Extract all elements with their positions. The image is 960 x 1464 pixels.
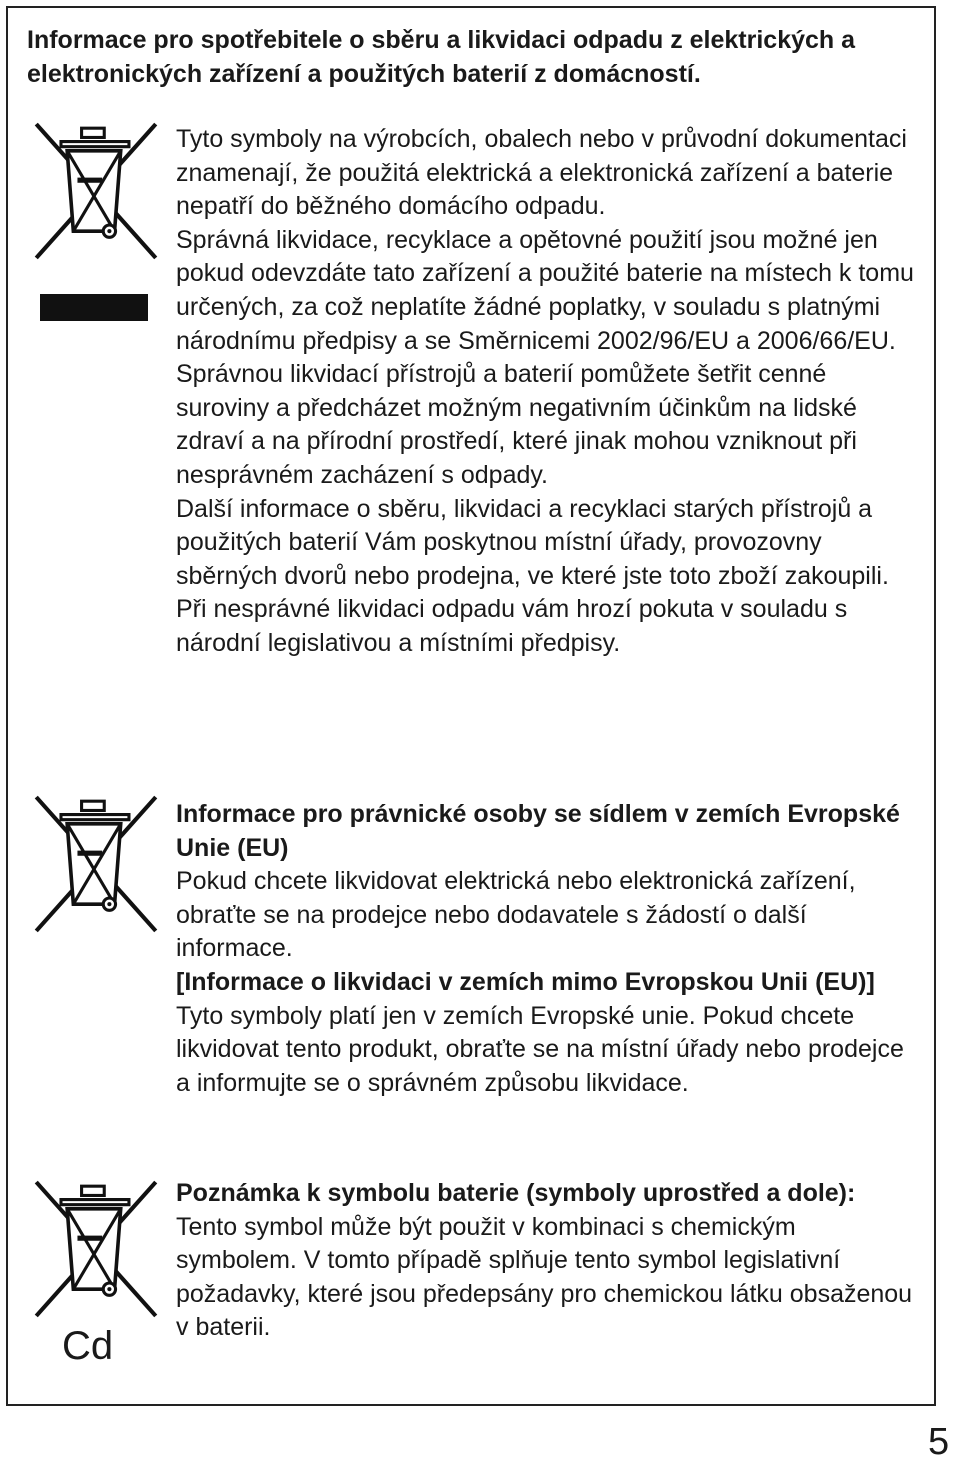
paragraph: Při nesprávné likvidaci odpadu vám hrozí pokuta v souladu s národní legislativou a místními předpisy.: [176, 595, 848, 657]
paragraph: Pokud chcete likvidovat elektrická nebo elektronická zařízení, obraťte se na prodejce nebo dodavatele s žádostí o další informace.: [176, 867, 856, 963]
paragraph: Správnou likvidací přístrojů a baterií pomůžete šetřit cenné suroviny a předcházet možným negativním účinkům na lidské zdraví a na přírodní prostředí, které jinak mohou vzniknout při nesprávném zacházení s odpady.: [176, 360, 857, 489]
crossed-bin-icon: [34, 1180, 158, 1318]
section-consumer-info: [176, 123, 921, 661]
document-heading: Informace pro spotřebitele o sběru a likvidaci odpadu z elektrických a elektronických zařízení a použitých baterií z domácností.: [27, 26, 856, 88]
paragraph: Správná likvidace, recyklace a opětovné použití jsou možné jen pokud odevzdáte tato zařízení a použité baterie na místech k tomu určených, za což neplatíte žádné poplatky, v souladu s platnými národnímu předpisy a se Směrnicemi 2002/96/EU a 2006/66/EU.: [176, 225, 914, 355]
section-battery-note: [176, 1177, 921, 1345]
crossed-bin-icon: [34, 122, 158, 260]
section-title: [Informace o likvidaci v zemích mimo Evropskou Unii (EU)]: [176, 967, 875, 996]
crossed-bin-icon: [34, 795, 158, 933]
chemical-symbol-label: Cd: [62, 1324, 114, 1368]
page-number: 5: [928, 1421, 950, 1463]
section-legal-entities: [176, 798, 921, 1100]
paragraph: Další informace o sběru, likvidaci a recyklaci starých přístrojů a použitých baterií Vám poskytnou místní úřady, provozovny sběrných dvorů nebo prodejna, ve které jste toto zboží zakoupili.: [176, 494, 889, 590]
paragraph: Tyto symboly na výrobcích, obalech nebo v průvodní dokumentaci znamenají, že použitá elektrická a elektronická zařízení a baterie nepatří do běžného domácího odpadu.: [176, 125, 907, 221]
paragraph: Tyto symboly platí jen v zemích Evropské unie. Pokud chcete likvidovat tento produkt, obraťte se na místní úřady nebo prodejce a informujte se o správném způsobu likvidace.: [176, 1001, 904, 1097]
section-title: Informace pro právnické osoby se sídlem v zemích Evropské Unie (EU): [176, 800, 900, 862]
section-title: Poznámka k symbolu baterie (symboly uprostřed a dole):: [176, 1179, 856, 1207]
paragraph: Tento symbol může být použit v kombinaci s chemickým symbolem. V tomto případě splňuje tento symbol legislativní požadavky, které jsou předepsány pro chemickou látku obsaženou v baterii.: [176, 1212, 913, 1342]
black-bar-symbol: [40, 294, 148, 321]
